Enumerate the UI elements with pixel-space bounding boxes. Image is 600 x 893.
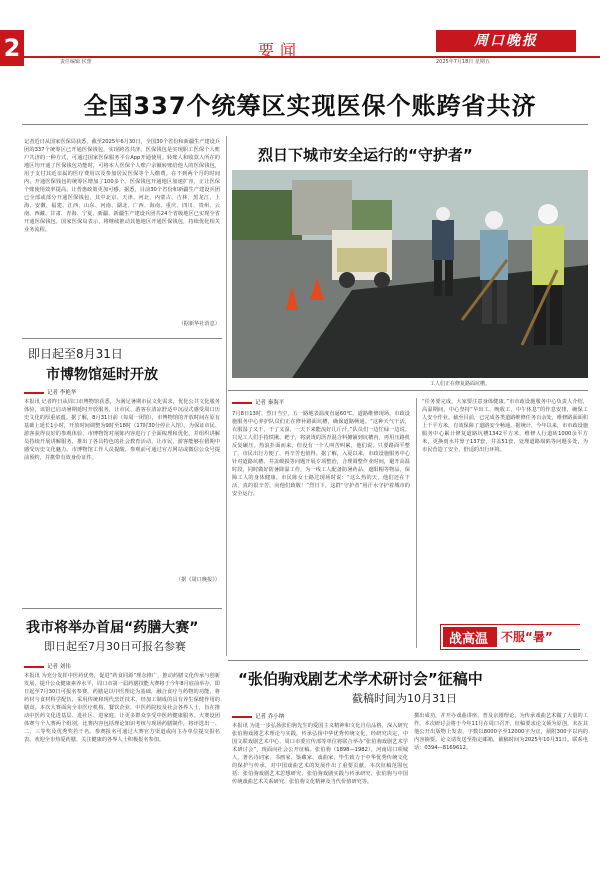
museum-byline-text: 记者 李艳华 [47,390,77,396]
badge-text-2: 不服“暑” [501,630,553,644]
road-byline-text: 记者 秦海平 [255,400,285,406]
section-title: 要闻 [258,41,303,60]
column-divider [416,398,417,648]
road-body: 7月8日13时，烈日当空，五一路地表温度直逼60℃。道路维修现场，市政设施服务中心养护队员们正在修补路面坑槽，确保道路畅通。“这种天气干活，衣服湿了又干，干了又湿，一天下来能流好几斤汗。”队员们一边忙碌一边说。只见工人们手持铁锹、耙子，将滚烫的沥青混合料摊铺到坑槽内，再用压路机反复碾压。热浪扑面而来，但没有一个人叫苦叫累，他们说，只要路面平整了，市民出行方便了，再辛苦也值得。据了解，入夏以来，市政设施服务中心针对道路坑槽、井盖破损等问题开展专项整治，合理调整作业时间，避开高温时段，同时做好防暑降温工作，为一线工人配备防暑药品、遮阳帽等物品，保障工人的身体健康。市民陈女士路过现场时说：“这么热的天，他们还在干活，真的很辛苦，向他们致敬！”烈日下，这群“守护者”用汗水守护着城市的安全运行。 [232,411,410,497]
road-body-cont: “任务要完成，大家要注意身体健康。”市市政设施服务中心负责人介绍，高温期间，中心坚持“早出工、晚收工、中午休息”的作息安排，确保工人安全作业。截至目前，已完成各类道路维修任务百余处，维修路面面积上千平方米，有效保障了道路安全畅通。据统计，今年以来，市市政设施服务中心累计修复道路坑槽1342平方米，维修人行道砖1000余平方米，更换雨水井箅子137套，井盖51套，处理道路塌陷等问题多处，为市民营造了安全、舒适的出行环境。 [422,399,588,453]
column-divider [226,136,227,656]
seminar-body: 本报讯 为进一步弘扬张伯驹先生的爱国主义精神和文化自信品格，深入研究张伯驹戏剧艺术理论与实践，传承弘扬中华优秀传统文化，经研究决定，中国文联戏剧艺术中心、周口市委宣传部等单位将联合举办“张伯驹戏剧艺术学术研讨会”，现面向社会公开征稿。张伯驹（1898—1982），河南周口项城人，著名诗词家、书画家、鉴藏家、戏曲家，毕生致力于中华优秀传统文化的保护与传承，对中国戏曲艺术的发展作出了重要贡献。本次征稿范围包括：张伯驹戏剧艺术思想研究、张伯驹戏剧实践与传承研究、张伯驹与中国传统戏曲艺术关系研究、张伯驹文化精神及当代价值研究等。 [232,723,408,785]
section-rule [228,660,588,661]
heat-campaign-badge [440,624,580,650]
editor-line: 责任编辑 侯蕾 [60,59,92,65]
road-byline [232,398,284,406]
meal-byline [24,662,71,670]
section-rule [22,338,222,339]
seminar-byline-text: 记者 乔小纳 [255,714,285,720]
lead-source: （据新华社消息） [178,321,220,327]
road-repair-photo [232,170,588,378]
meal-body: 本报讯 为充分发挥中医药优势，促进“药食同源”理念推广，推动药膳文化传承与创新发展，提升公众健康素养水平，周口市第一届药膳技能大赛将于今年8月底前举办，即日起至7月30日可报名参赛。药膳是以中医理论为基础，融合食疗与药物的功能，将药材与食材科学配伍，采用传统和现代烹饪技术，经加工制成的具有养生保健作用的膳食。本次大赛面向全市医疗机构、餐饮企业、中医药院校及社会各界人士，旨在推动中医药文化进基层、进社区、进家庭，让更多群众享受中医药健康服务。大赛设团体赛与个人赛两个组别，比赛内容包括理论知识考核与现场药膳制作，将评选出一、二、三等奖及优秀奖若干名。参赛报名可通过大赛官方渠道或向主办单位提交报名表。欢迎全市热爱药膳、关注健康的各界人士积极报名参加。 [24,673,220,743]
section-rule [22,608,222,609]
seminar-byline [232,712,284,720]
meal-headline: 我市将举办首届“药膳大赛” [26,620,199,636]
lead-headline: 全国337个统筹区实现医保个账跨省共济 [83,92,537,120]
museum-footer: （据《周口晚报》） [175,577,220,583]
photo-caption: 工人们正在修复路面坑槽。 [430,381,491,387]
road-repair-illustration [232,170,588,378]
headline-rule [22,124,588,125]
meal-byline-text: 记者 刘伟 [47,664,71,670]
museum-headline: 市博物馆延时开放 [46,367,158,383]
masthead-logo: 周口晚报 [436,30,576,52]
seminar-headline: “张伯驹戏剧艺术学术研讨会”征稿中 [238,670,483,688]
museum-byline [24,388,76,396]
photo-headline: 烈日下城市安全运行的“守护者” [258,146,473,164]
badge-text-1: 战高温 [449,632,489,647]
seminar-subhead: 截稿时间为10月31日 [352,692,457,705]
museum-subhead: 即日起至8月31日 [28,347,123,361]
date-line: 2025年7月18日 星期五 [436,59,490,65]
page-number: 2 [0,30,24,66]
lead-body: 记者近日从国家医保局获悉，截至2025年6月30日，全国30个省份和新疆生产建设兵团的337个统筹区已开通医保钱包，实现跨省共济。医保钱包是实现职工医保个人账户共济的一种方式，可通过国家医保服务平台App开通使用。转账人和收款人所在的地区均开通了医保钱包功能时，可将本人医保个人账户余额转账给他人的医保钱包，用于支付其近亲属的医疗费用以及参加居民医保等个人缴费。在不到两个月的时间内，开通医保钱包的统筹区增加了100多个。医保钱包开通地区加速扩容，正让医保个账使用效率提高，让普惠政策更加可感。据悉，目前30个省份和新疆生产建设兵团已全部或部分开通医保钱包，其中北京、天津、河北、内蒙古、吉林、黑龙江、上海、安徽、福建、江西、山东、河南、湖北、广西、海南、重庆、四川、贵州、云南、西藏、甘肃、青海、宁夏、新疆、新疆生产建设兵团共24个省级地区已实现全省开通医保钱包。国家医保局表示，将继续推动其他地区开通医保钱包，持续优化相关业务流程。 [24,139,220,233]
museum-body: 本报讯 记者昨日从周口市博物馆获悉，为满足暑期市民文化需求，优化公共文化服务体验，该馆已启动暑期延时开放服务，让市民、游客在清凉舒适中沉浸式感受周口历史文化的厚重底蕴。据了解，8月31日前（每周一闭馆），市博物馆的开放时间在原有基础上延长1小时，开放时间调整为9时至18时（17时30分停止入馆）。为保证市民、游客获得良好的参观体验，市博物馆对展陈内容进行了全面梳理和优化，并组织讲解员持续开展讲解服务，推出了各具特色的社会教育活动，让市民、游客能够在假期中感受历史文化魅力。市博物馆工作人员提醒，参观前可通过官方网站或微信公众号提前预约，并携带有效身份证件。 [24,399,220,461]
seminar-body-cont: 撰出成功，并开办戏曲讲座，普及京剧理论，为传承戏曲艺术做了大量的工作。本次研讨会将于今年11月在周口召开，征稿要求论文须为原创，未在其他公开出版物上发表，字数以8000字至12000字为宜，须附300字以内的内容摘要。论文请发送至指定邮箱，截稿时间为2025年10月31日。联系电话：0394—8169612。 [414,713,588,751]
meal-subhead: 即日起至7月30日可报名参赛 [44,640,186,653]
section-rule [228,390,588,391]
